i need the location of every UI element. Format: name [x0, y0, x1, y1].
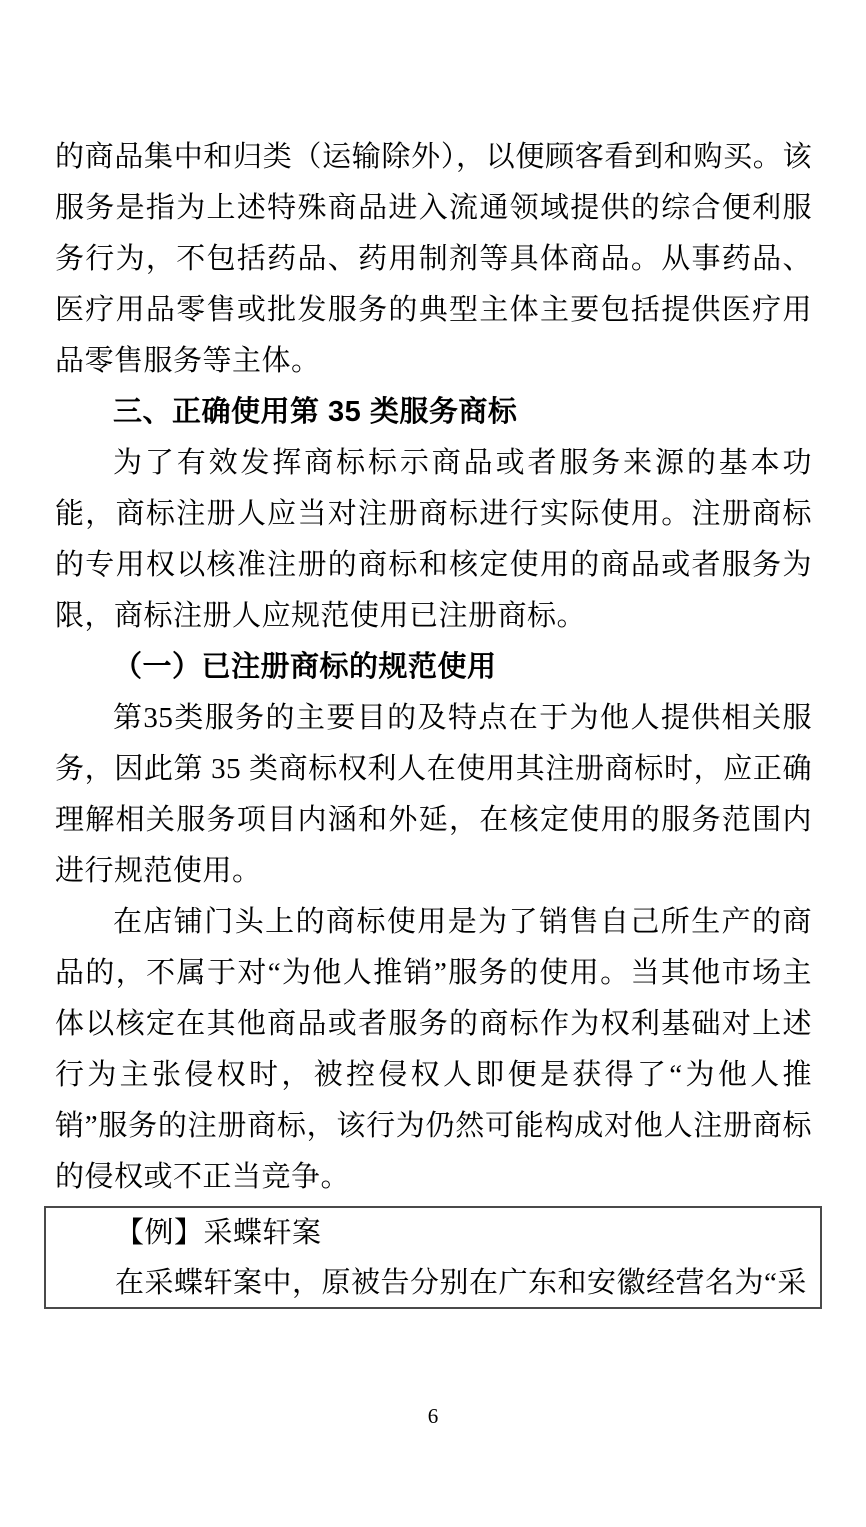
example-case-title: 【例】采蝶轩案 — [115, 1217, 322, 1249]
paragraph-storefront-use: 在店铺门头上的商标使用是为了销售自己所生产的商品的，不属于对“为他人推销”服务的使用。当其他市场主体以核定在其他商品或者服务的商标作为权利基础对上述行为主张侵权时，被控侵权人即便是获得了“为他人推销”服务的注册商标，该行为仍然可能构成对他人注册商标的侵权或不正当竞争。 — [55, 906, 812, 1193]
example-case-first-line: 在采蝶轩案中，原被告分别在广东和安徽经营名为“采 — [115, 1267, 807, 1299]
page-content — [55, 132, 812, 1309]
section-heading-correct-use-class35: 三、正确使用第 35 类服务商标 — [113, 396, 518, 428]
paragraph-retail-continuation: 的商品集中和归类（运输除外），以便顾客看到和购买。该服务是指为上述特殊商品进入流通领域提供的综合便利服务行为，不包括药品、药用制剂等具体商品。从事药品、医疗用品零售或批发服务的典型主体主要包括提供医疗用品零售服务等主体。 — [55, 141, 812, 377]
paragraph-class35-scope: 第35类服务的主要目的及特点在于为他人提供相关服务，因此第 35 类商标权利人在使用其注册商标时，应正确理解相关服务项目内涵和外延，在核定使用的服务范围内进行规范使用。 — [55, 702, 812, 887]
example-case-box — [44, 1206, 822, 1309]
subsection-heading-standard-use: （一）已注册商标的规范使用 — [113, 651, 497, 683]
page-number: 6 — [427, 1404, 439, 1428]
paragraph-registration-intro: 为了有效发挥商标标示商品或者服务来源的基本功能，商标注册人应当对注册商标进行实际使用。注册商标的专用权以核准注册的商标和核定使用的商品或者服务为限，商标注册人应规范使用已注册商标。 — [55, 447, 812, 632]
